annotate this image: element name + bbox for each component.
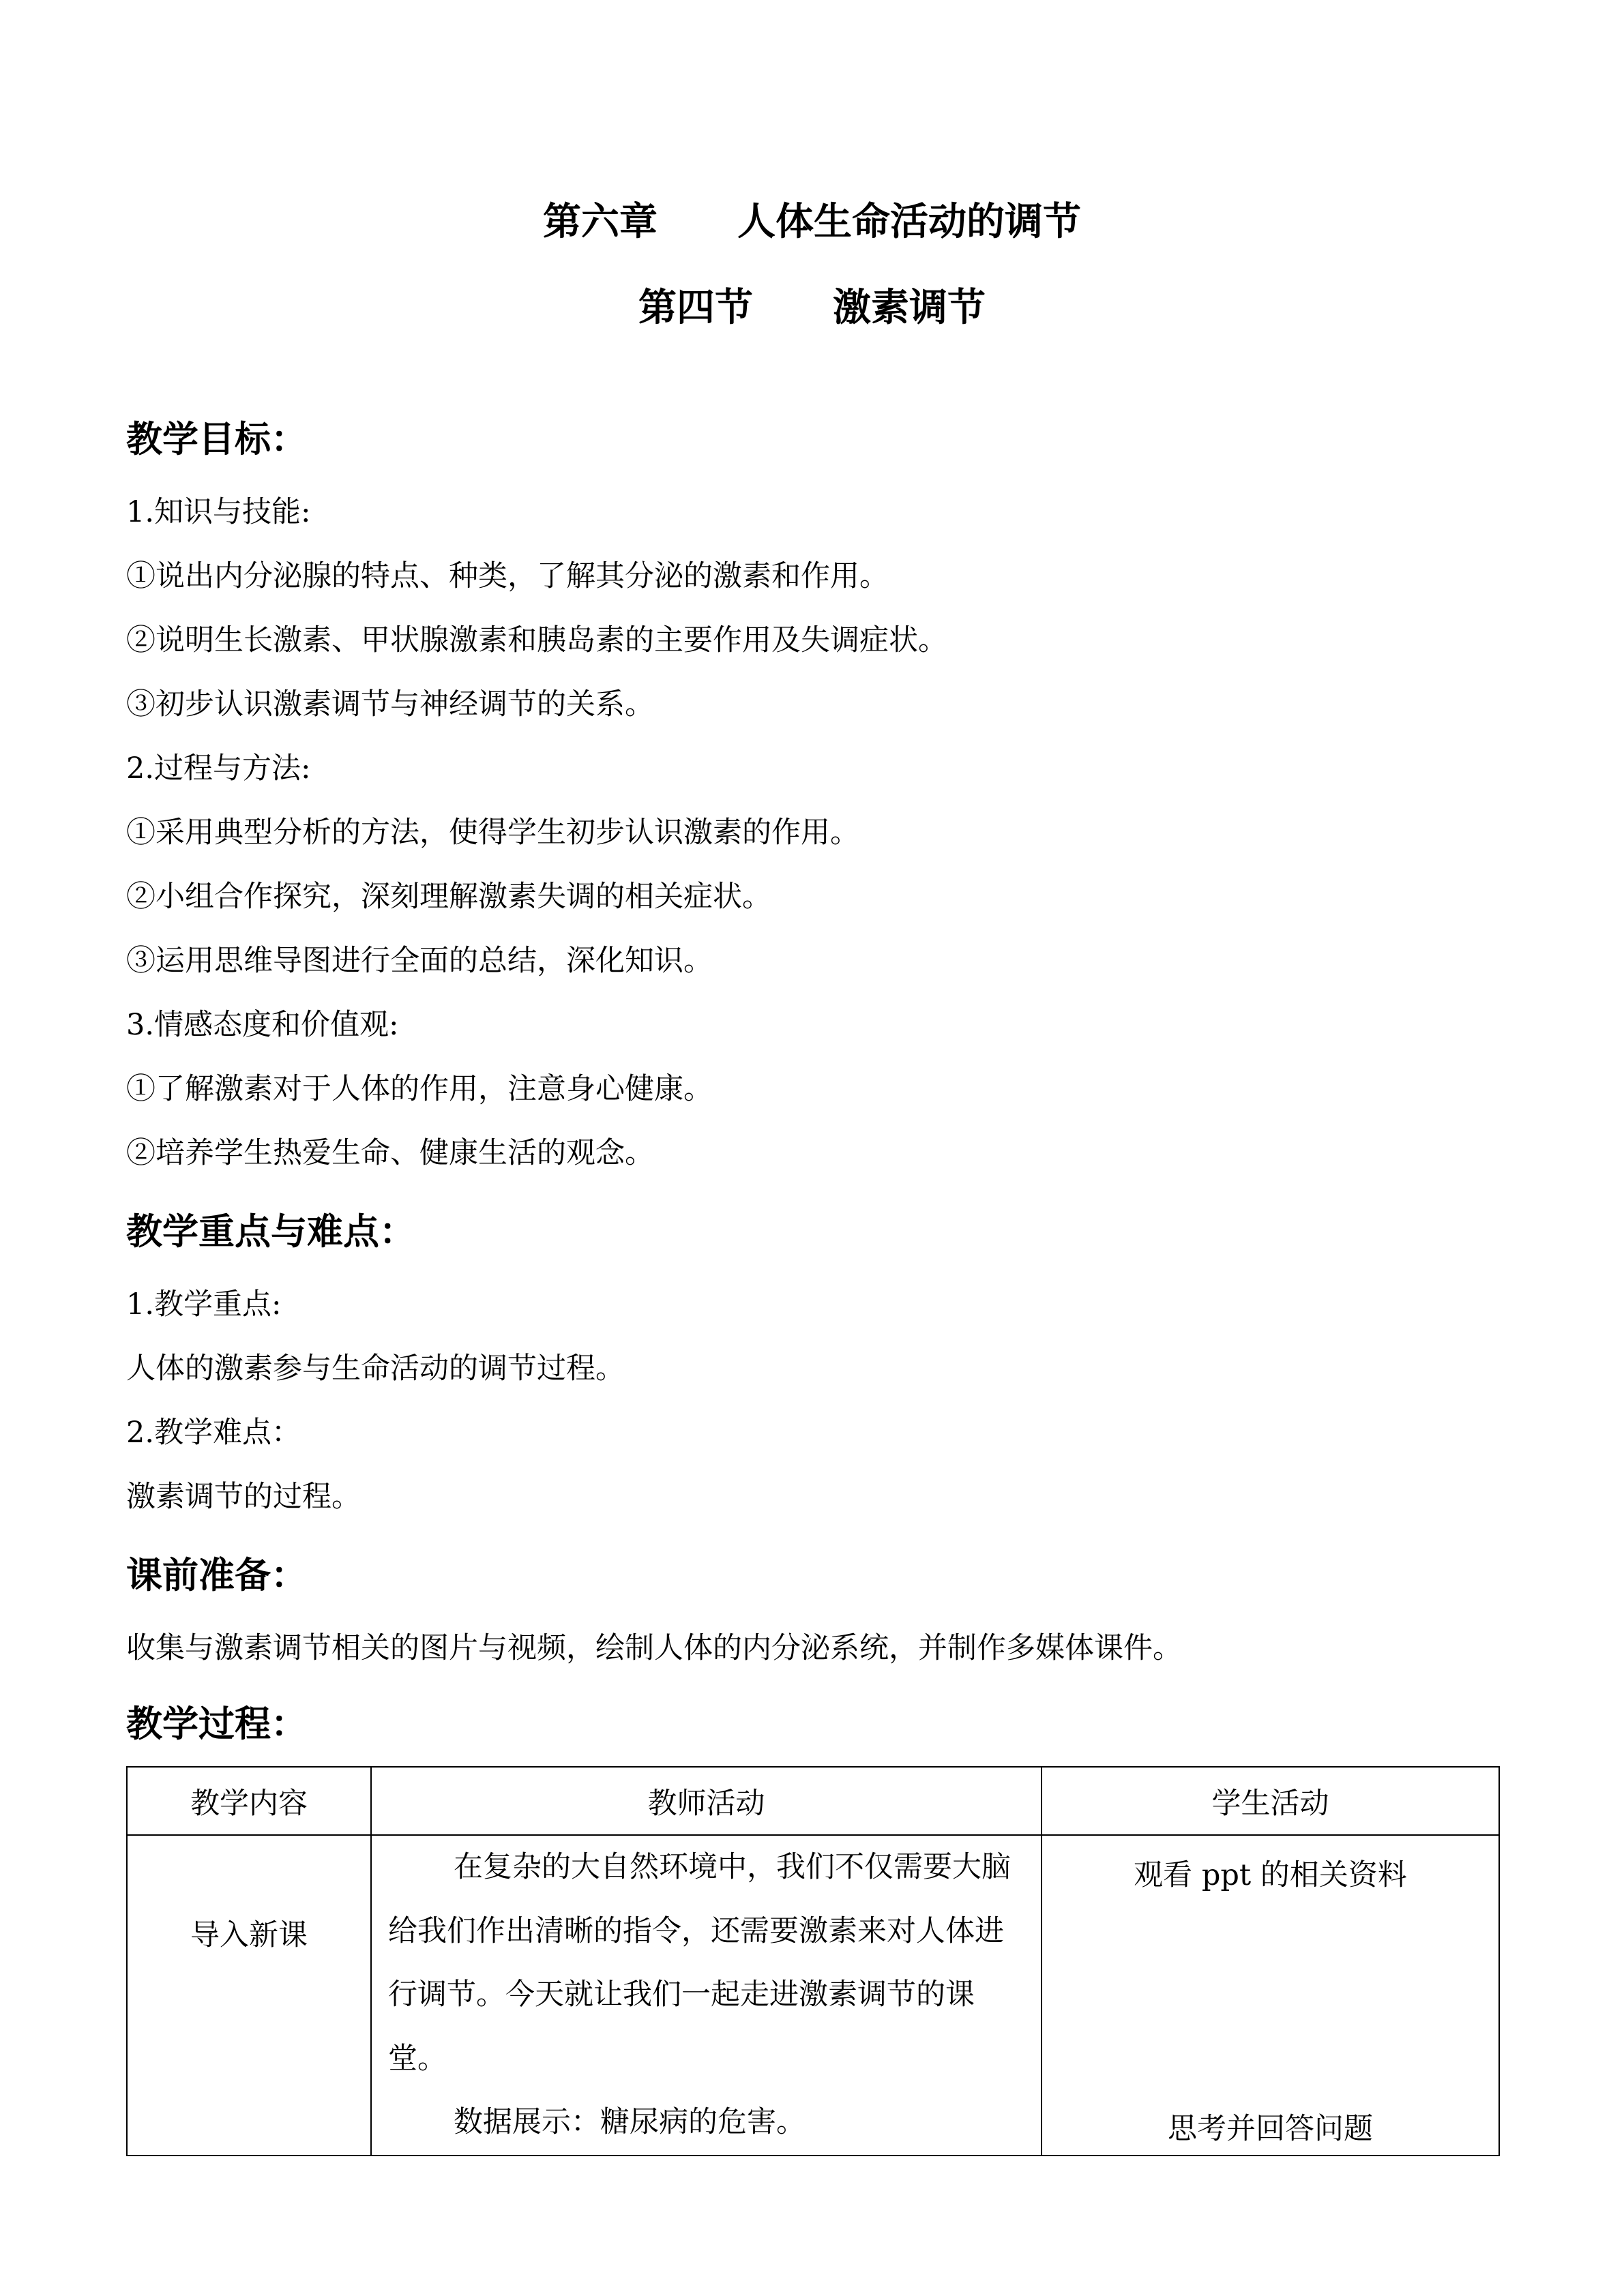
objective-line: ③初步认识激素调节与神经调节的关系。 <box>126 687 654 721</box>
objective-line: 1.知识与技能: <box>126 495 311 529</box>
section-title: 第四节 激素调节 <box>638 286 986 330</box>
objective-line: ③运用思维导图进行全面的总结，深化知识。 <box>126 944 713 978</box>
objectives-heading: 教学目标： <box>126 419 307 460</box>
key-points-heading: 教学重点与难点： <box>126 1211 415 1253</box>
objective-line: ①采用典型分析的方法，使得学生初步认识激素的作用。 <box>126 816 859 850</box>
chapter-title: 第六章 人体生命活动的调节 <box>543 200 1081 244</box>
teacher-paragraph: 在复杂的大自然环境中，我们不仅需要大脑给我们作出清晰的指令，还需要激素来对人体进行调节。今天就让我们一起走进激素调节的课堂。 <box>388 1850 1011 2076</box>
column-header-student: 学生活动 <box>1042 1767 1499 1835</box>
content-cell: 导入新课 <box>127 1835 371 2156</box>
objective-line: ②说明生长激素、甲状腺激素和胰岛素的主要作用及失调症状。 <box>126 623 947 657</box>
key-point-line: 2.教学难点： <box>126 1416 301 1450</box>
column-header-teacher: 教师活动 <box>371 1767 1042 1835</box>
table-header-row <box>127 1767 1499 1835</box>
process-heading: 教学过程： <box>126 1703 307 1745</box>
objective-line: ②小组合作探究，深刻理解激素失调的相关症状。 <box>126 880 771 914</box>
objective-line: ②培养学生热爱生命、健康生活的观念。 <box>126 1136 654 1170</box>
teacher-activity-cell <box>371 1835 1042 2156</box>
preparation-heading: 课前准备： <box>126 1555 307 1596</box>
column-header-content: 教学内容 <box>127 1767 371 1835</box>
preparation-text: 收集与激素调节相关的图片与视频，绘制人体的内分泌系统，并制作多媒体课件。 <box>126 1631 1182 1665</box>
teaching-process-table <box>126 1766 1500 2156</box>
objective-line: 2.过程与方法: <box>126 751 311 786</box>
student-activity-text: 观看 ppt 的相关资料 <box>1134 1858 1407 1892</box>
objective-line: ①说出内分泌腺的特点、种类，了解其分泌的激素和作用。 <box>126 559 889 593</box>
key-point-line: 1.教学重点: <box>126 1287 282 1322</box>
key-point-line: 激素调节的过程。 <box>126 1480 361 1514</box>
objective-line: 3.情感态度和价值观: <box>126 1008 399 1042</box>
student-activity-cell <box>1042 1835 1499 2156</box>
key-point-line: 人体的激素参与生命活动的调节过程。 <box>126 1352 625 1386</box>
student-activity-text: 思考并回答问题 <box>1168 2112 1373 2146</box>
objective-line: ①了解激素对于人体的作用，注意身心健康。 <box>126 1072 713 1106</box>
teacher-paragraph: 数据展示：糖尿病的危害。 <box>454 2105 806 2139</box>
table-row <box>127 1835 1499 2156</box>
